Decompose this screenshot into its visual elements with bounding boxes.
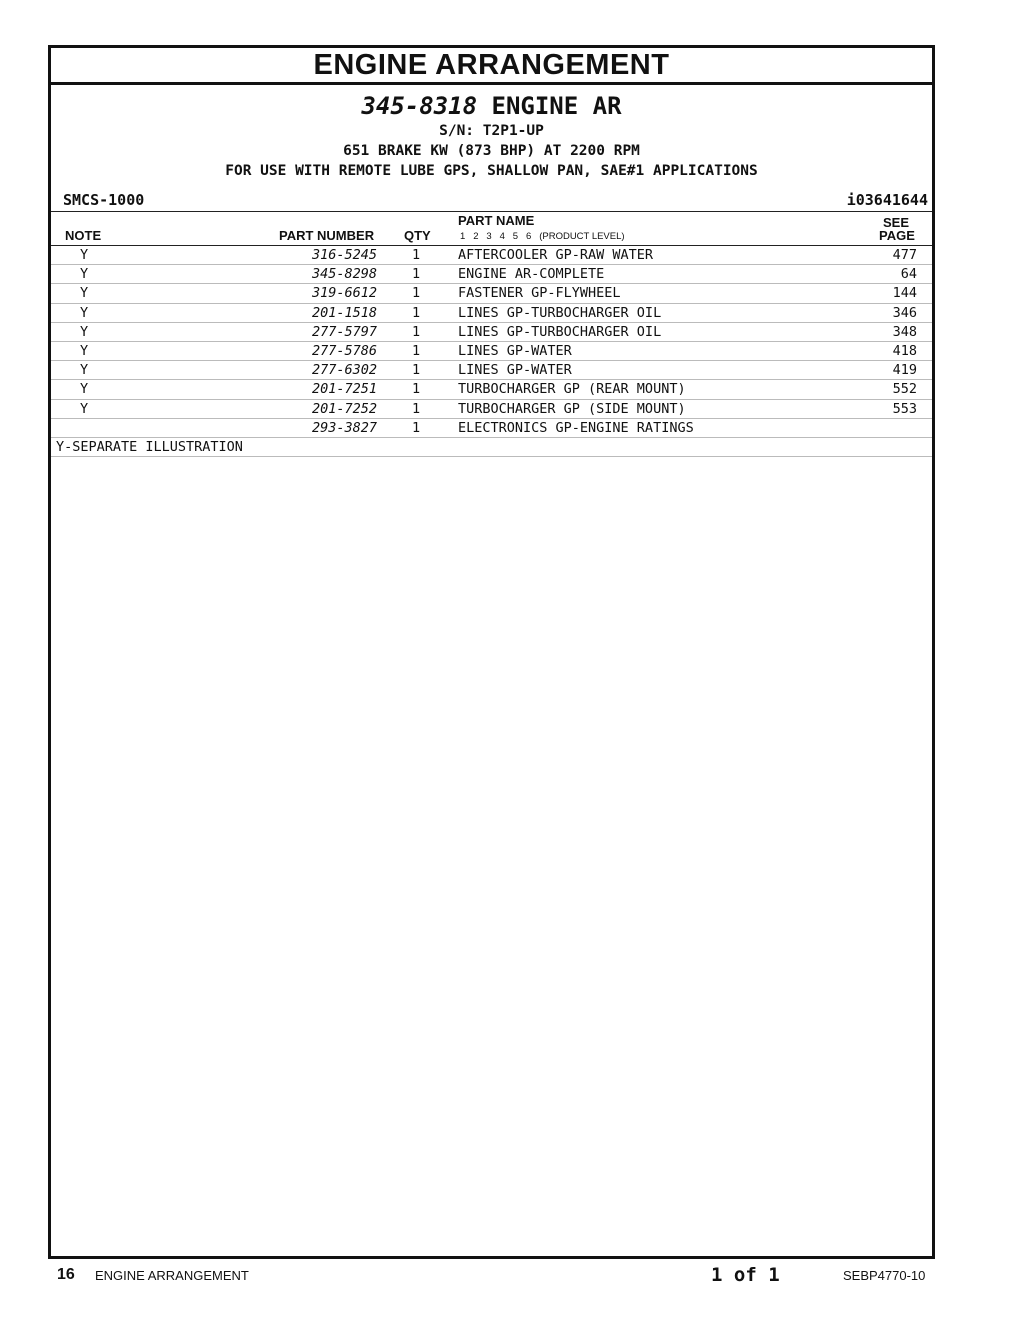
page-frame <box>48 45 935 1259</box>
row-part-number: 316-5245 <box>311 247 377 263</box>
row-part-name: LINES GP-WATER <box>458 362 572 379</box>
row-part-number: 201-7251 <box>311 381 377 398</box>
row-note: Y <box>80 304 89 321</box>
row-see-page: 418 <box>892 342 917 359</box>
table-row <box>51 284 932 303</box>
row-part-name: ENGINE AR-COMPLETE <box>458 266 605 283</box>
table-footnote <box>51 438 932 457</box>
row-qty: 1 <box>412 381 421 398</box>
row-see-page: 348 <box>892 323 917 340</box>
row-see-page: 64 <box>900 266 917 283</box>
footnote-text: Y-SEPARATE ILLUSTRATION <box>56 438 243 455</box>
header-page: PAGE <box>879 228 915 243</box>
header-part-number: PART NUMBER <box>279 228 375 243</box>
usage-note: FOR USE WITH REMOTE LUBE GPS, SHALLOW PAN, SAE#1 APPLICATIONS <box>225 163 758 179</box>
row-note: Y <box>80 323 89 340</box>
smcs-row <box>51 187 932 211</box>
table-row <box>51 323 932 342</box>
footer-page-number: 16 <box>57 1266 75 1283</box>
row-part-number: 201-1518 <box>311 304 377 321</box>
row-note: Y <box>80 266 89 283</box>
row-qty: 1 <box>412 285 421 302</box>
table-row <box>51 380 932 399</box>
row-part-number: 277-5786 <box>311 342 377 359</box>
row-note: Y <box>80 342 89 359</box>
footer-page-of: 1 of 1 <box>711 1264 780 1286</box>
table-row <box>51 361 932 380</box>
row-part-name: LINES GP-TURBOCHARGER OIL <box>458 323 662 340</box>
smcs-code: SMCS-1000 <box>63 191 145 209</box>
row-note: Y <box>80 400 89 417</box>
row-qty: 1 <box>412 323 421 340</box>
serial-range: S/N: T2P1-UP <box>439 123 544 139</box>
table-row <box>51 304 932 323</box>
row-see-page: 552 <box>892 381 917 398</box>
row-qty: 1 <box>412 400 421 417</box>
row-part-name: TURBOCHARGER GP (SIDE MOUNT) <box>458 400 686 417</box>
header-qty: QTY <box>404 228 431 243</box>
row-note: Y <box>80 362 89 379</box>
row-note: Y <box>80 285 89 302</box>
row-see-page: 553 <box>892 400 917 417</box>
row-qty: 1 <box>412 419 421 436</box>
footer-doc-number: SEBP4770-10 <box>843 1268 926 1283</box>
table-row <box>51 265 932 284</box>
row-note: Y <box>80 247 89 263</box>
model-name: ENGINE AR <box>491 92 622 120</box>
row-see-page: 477 <box>892 247 917 263</box>
header-note: NOTE <box>65 228 102 243</box>
row-qty: 1 <box>412 362 421 379</box>
model-heading <box>51 91 932 121</box>
row-part-name: LINES GP-TURBOCHARGER OIL <box>458 304 662 321</box>
row-qty: 1 <box>412 342 421 359</box>
engine-rating: 651 BRAKE KW (873 BHP) AT 2200 RPM <box>343 143 640 159</box>
header-part-name: PART NAME <box>458 213 535 228</box>
row-part-number: 201-7252 <box>311 400 377 417</box>
illustration-id: i03641644 <box>846 191 928 209</box>
row-qty: 1 <box>412 304 421 321</box>
page-title: ENGINE ARRANGEMENT <box>51 48 932 85</box>
row-see-page: 419 <box>892 362 917 379</box>
row-part-name: AFTERCOOLER GP-RAW WATER <box>458 247 654 263</box>
model-number: 345-8318 <box>361 92 478 120</box>
header-product-levels: 1 2 3 4 5 6 (PRODUCT LEVEL) <box>460 231 625 242</box>
row-part-name: LINES GP-WATER <box>458 342 572 359</box>
row-qty: 1 <box>412 266 421 283</box>
table-row <box>51 419 932 438</box>
row-qty: 1 <box>412 247 421 263</box>
row-note: Y <box>80 381 89 398</box>
footer-page-title: ENGINE ARRANGEMENT <box>95 1268 249 1283</box>
table-header <box>51 211 932 246</box>
row-part-number: 345-8298 <box>311 266 377 283</box>
row-see-page: 346 <box>892 304 917 321</box>
page-footer <box>0 1264 1020 1288</box>
table-row <box>51 342 932 361</box>
row-see-page: 144 <box>892 285 917 302</box>
row-part-name: FASTENER GP-FLYWHEEL <box>458 285 621 302</box>
row-part-name: TURBOCHARGER GP (REAR MOUNT) <box>458 381 686 398</box>
row-part-number: 277-5797 <box>311 323 377 340</box>
header-see: SEE <box>883 215 910 230</box>
row-part-number: 293-3827 <box>311 419 377 436</box>
row-part-number: 277-6302 <box>311 362 377 379</box>
table-row <box>51 400 932 419</box>
parts-table <box>51 246 932 438</box>
row-part-name: ELECTRONICS GP-ENGINE RATINGS <box>458 419 694 436</box>
row-part-number: 319-6612 <box>311 285 377 302</box>
table-row <box>51 246 932 265</box>
